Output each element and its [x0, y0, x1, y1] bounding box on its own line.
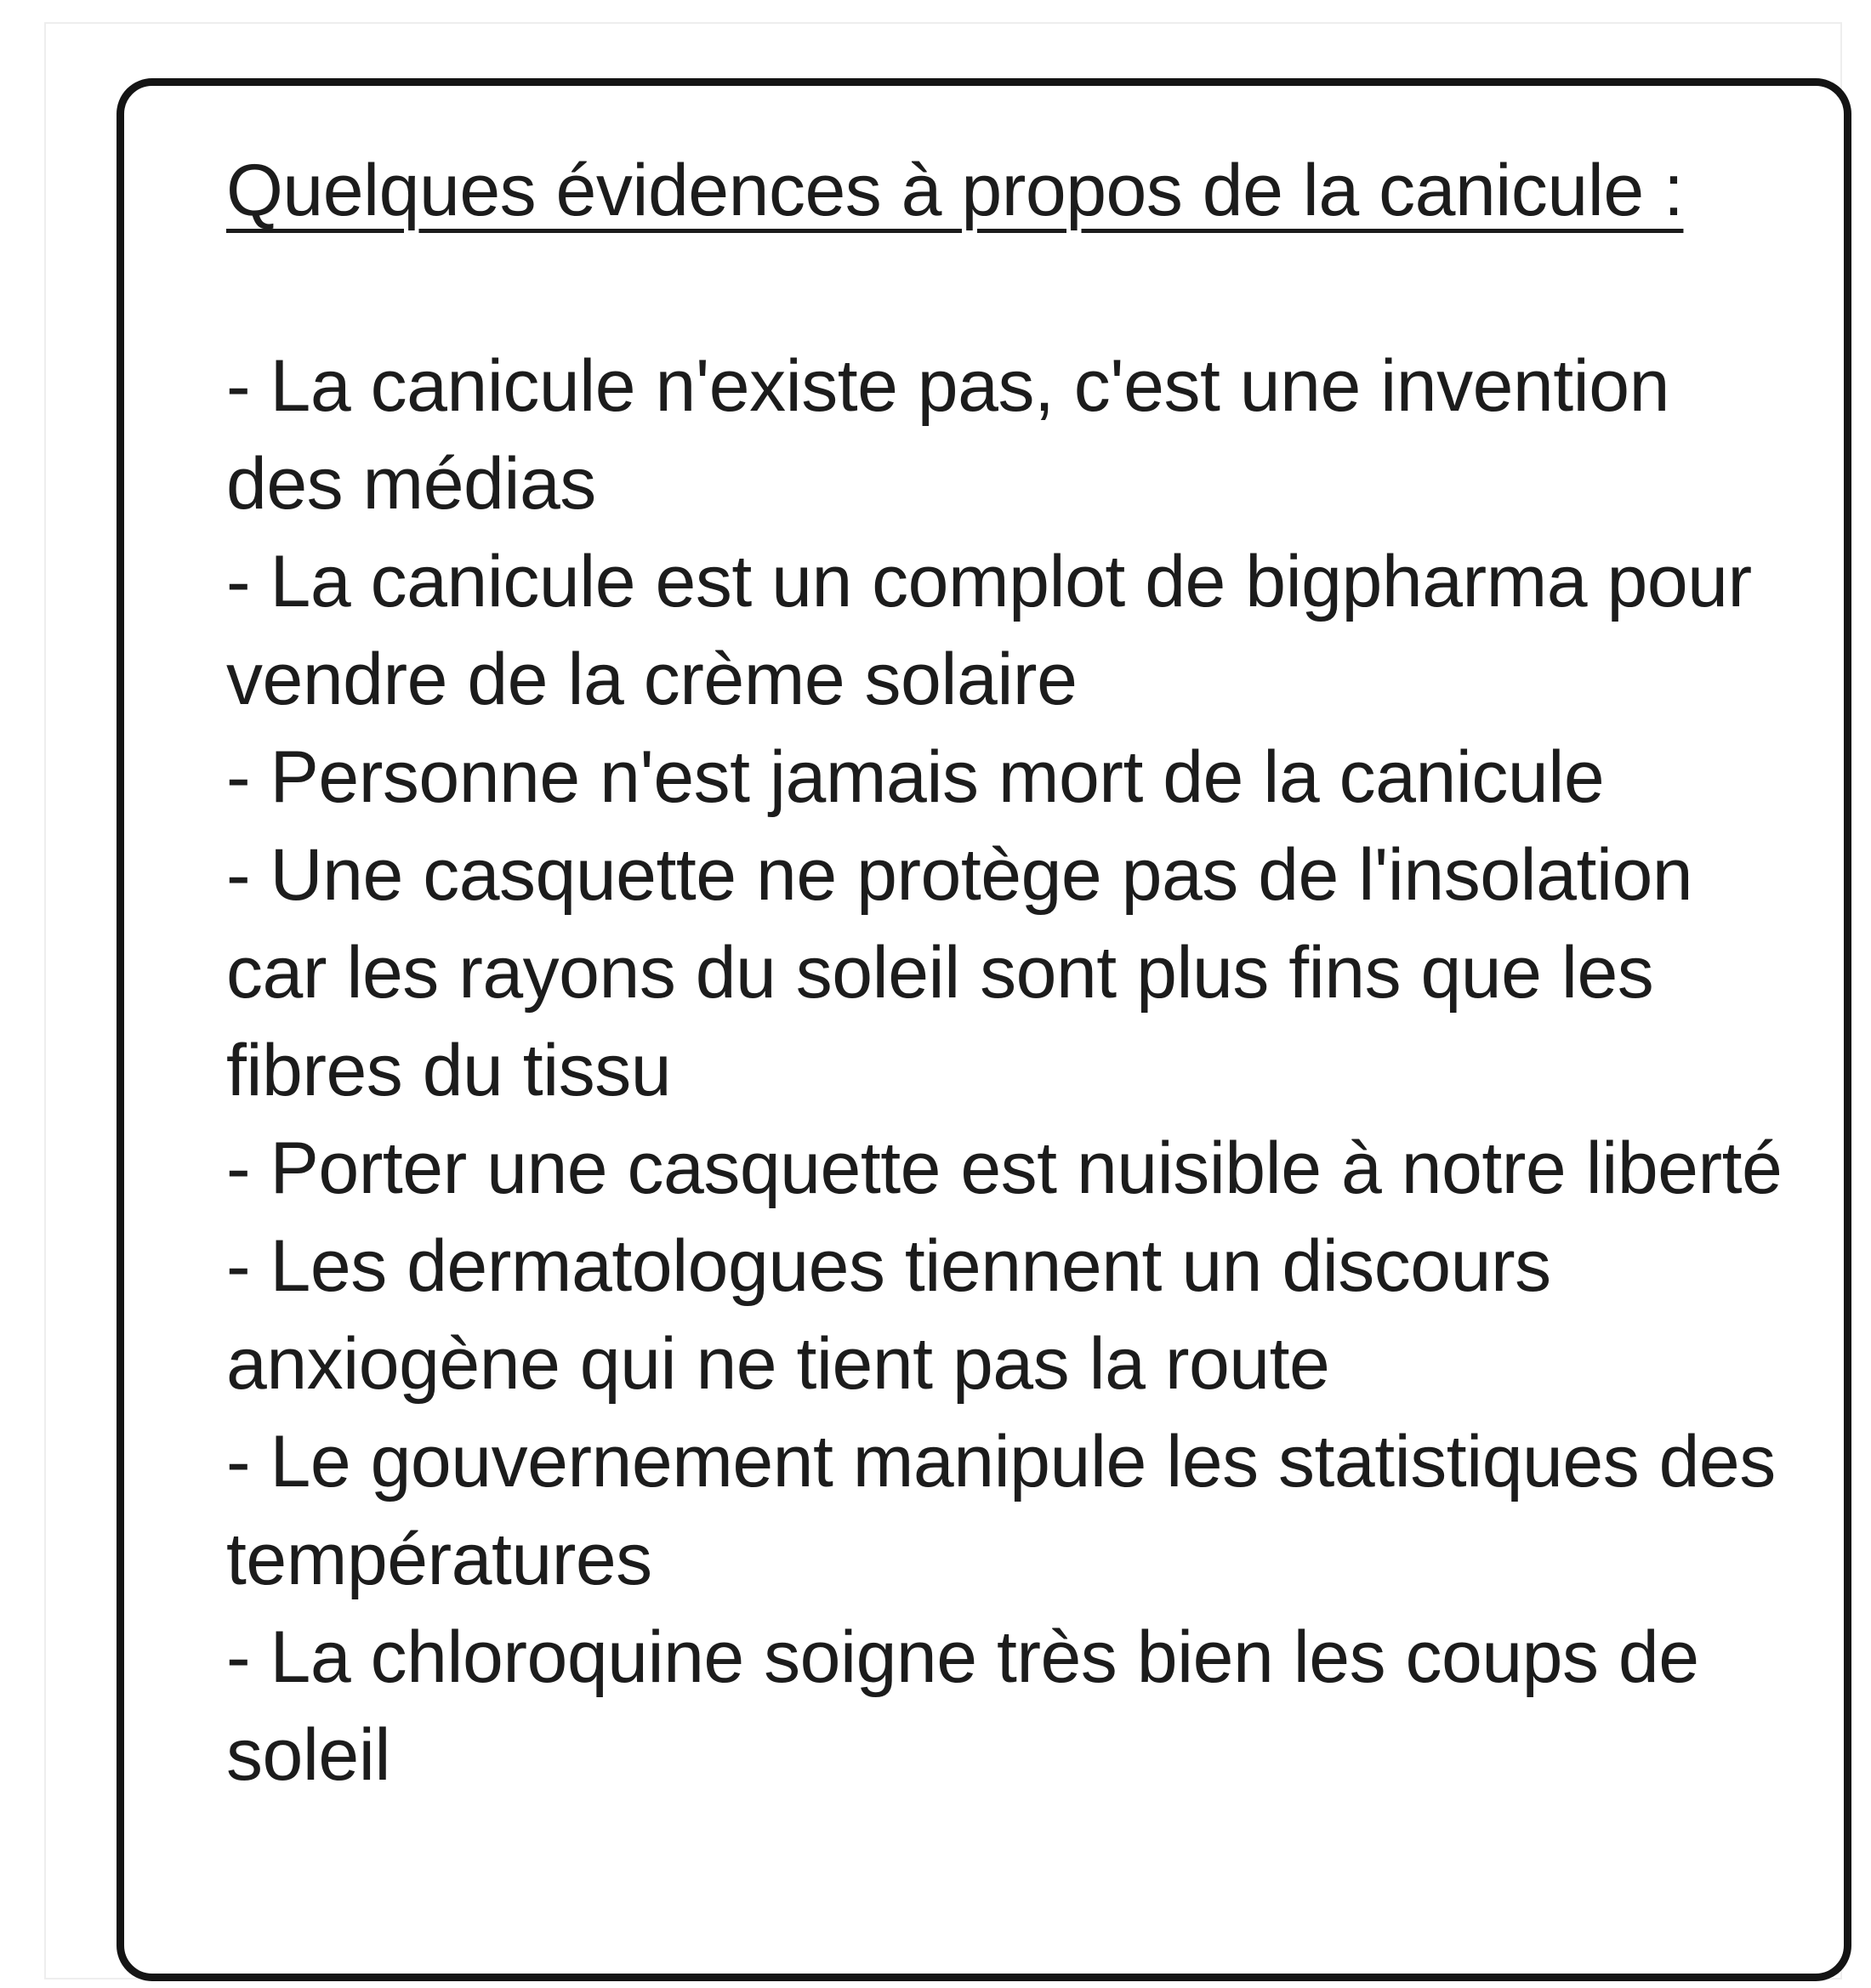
list-item: - Personne n'est jamais mort de la canicule [226, 736, 1605, 818]
list-item: - La chloroquine soigne très bien les coups de soleil [226, 1616, 1699, 1796]
text-card [117, 78, 1851, 1981]
list-item: - La canicule n'existe pas, c'est une invention des médias [226, 345, 1669, 525]
list-item: - Les dermatologues tiennent un discours anxiogène qui ne tient pas la route [226, 1225, 1551, 1405]
list-item: - Une casquette ne protège pas de l'insolation car les rayons du soleil sont plus fins que les fibres du tissu [226, 834, 1693, 1111]
list-item: - Le gouvernement manipule les statistiques des températures [226, 1421, 1776, 1600]
list-item: - Porter une casquette est nuisible à notre liberté [226, 1127, 1783, 1209]
list-item: - La canicule est un complot de bigpharma pour vendre de la crème solaire [226, 541, 1752, 720]
statement-list [226, 338, 1783, 1804]
page-title: Quelques évidences à propos de la canicule : [226, 150, 1684, 231]
image-frame [44, 22, 1842, 1979]
card-content [226, 142, 1783, 1804]
